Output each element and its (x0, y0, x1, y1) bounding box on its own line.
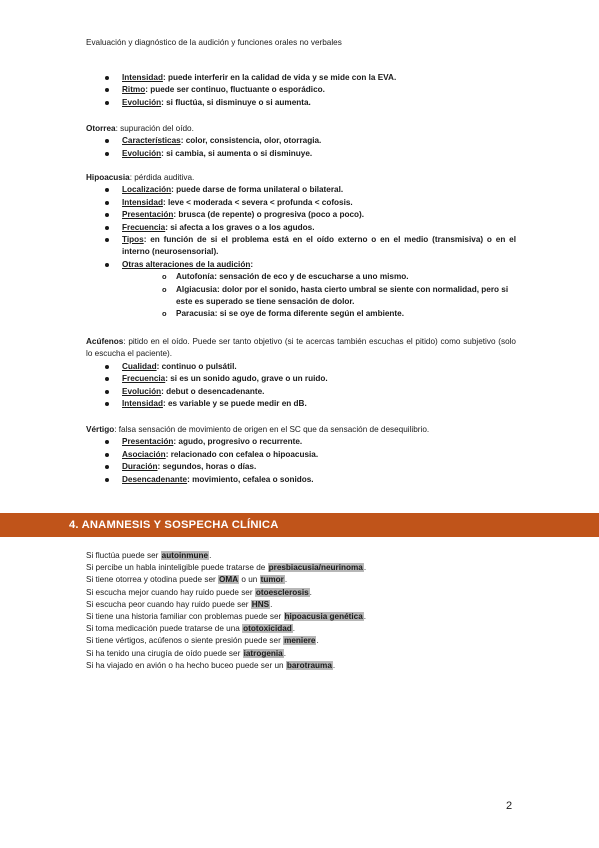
list-item (86, 97, 516, 109)
acufenos-heading (86, 336, 516, 361)
highlighted-term: OMA (219, 575, 239, 585)
list-item-term: Desencadenante (122, 474, 188, 484)
otorrea-heading (86, 123, 516, 135)
list-item-term: Evolución (122, 386, 162, 396)
list-item-text: : movimiento, cefalea o sonidos. (187, 474, 314, 484)
list-item-term: Localización (122, 185, 172, 195)
hipoacusia-section (86, 172, 516, 321)
list-item (86, 398, 516, 410)
list-item (86, 234, 516, 259)
list-item-text: : relacionado con cefalea o hipoacusia. (165, 449, 319, 459)
list-item-term: Cualidad (122, 361, 157, 371)
acufenos-section (86, 336, 516, 410)
hipoacusia-list (86, 184, 516, 320)
list-item (86, 197, 516, 209)
list-item-text: : agudo, progresivo o recurrente. (173, 437, 303, 447)
vertigo-list (86, 436, 516, 486)
list-item (86, 361, 516, 373)
list-item-text: : si afecta a los graves o a los agudos. (165, 222, 315, 232)
list-item (86, 461, 516, 473)
list-item-text: : continuo o pulsátil. (156, 361, 237, 371)
sub-list-item: o Algiacusia: dolor por el sonido, hasta cierto umbral se siente con normalidad, pero si este es superado se tiene sensación de dolor. (142, 284, 516, 309)
list-item-text: : es variable y se puede medir en dB. (162, 399, 307, 409)
vertigo-heading (86, 424, 516, 436)
list-item (86, 209, 516, 221)
list-item (86, 184, 516, 196)
text-line: Si tiene vértigos, acúfenos o siente presión puede ser meniere. (86, 636, 319, 646)
hipoacusia-sublist (142, 271, 516, 321)
text-line: Si tiene otorrea y otodina puede ser OMA o un tumor. (86, 575, 288, 585)
dolor-list (86, 72, 516, 109)
page-number: 2 (506, 800, 513, 812)
list-item (86, 148, 516, 160)
text-line: Si tiene una historia familiar con problemas puede ser hipoacusia genética. (86, 611, 367, 621)
hipoacusia-heading (86, 172, 516, 184)
list-item-term: Intensidad (122, 197, 163, 207)
list-item-term: Características (122, 136, 181, 146)
otorrea-text: : supuración del oído. (115, 124, 194, 133)
text-line: Si toma medicación puede tratarse de una ototoxicidad. (86, 624, 296, 634)
list-item-text: : puede interferir en la calidad de vida y se mide con la EVA. (162, 73, 397, 82)
list-item-term: Frecuencia (122, 374, 166, 384)
list-item-text: : puede darse de forma unilateral o bilateral. (171, 185, 344, 195)
text-line: Si escucha peor cuando hay ruido puede ser HNS. (86, 599, 273, 609)
highlighted-term: otoesclerosis (255, 587, 309, 597)
dolor-section (86, 72, 516, 109)
list-item-term: Presentación (122, 210, 174, 220)
list-item-term: Frecuencia (122, 222, 166, 232)
text-line: Si ha tenido una cirugía de oído puede ser iatrogenia. (86, 648, 287, 658)
acufenos-text: : pitido en el oído. Puede ser tanto objetivo (si te acercas también escuchas el pitido) como subjetivo (solo lo escucha el paciente). (86, 337, 516, 359)
list-item (86, 259, 516, 321)
list-item-term: Evolución (122, 148, 162, 158)
text-line: Si percibe un habla ininteligible puede tratarse de presbiacusia/neurinoma. (86, 563, 367, 573)
list-item (86, 386, 516, 398)
list-item-term: Tipos (122, 235, 144, 245)
list-item (86, 84, 516, 96)
vertigo-text: : falsa sensación de movimiento de origen en el SC que da sensación de desequilibrio. (114, 425, 430, 434)
list-item-term: Ritmo (122, 85, 146, 95)
sub-list-item: o Autofonía: sensación de eco y de escucharse a uno mismo. (142, 271, 516, 283)
otorrea-term: Otorrea (86, 124, 116, 133)
list-item-text: : si cambia, si aumenta o si disminuye. (161, 148, 313, 158)
list-item (86, 449, 516, 461)
list-item (86, 72, 516, 84)
list-item-term: Intensidad (122, 73, 163, 82)
otorrea-section (86, 123, 516, 160)
text-line: Si escucha mejor cuando hay ruido puede ser otoesclerosis. (86, 587, 312, 597)
running-header: Evaluación y diagnóstico de la audición y funciones orales no verbales (86, 38, 342, 47)
list-item-term: Evolución (122, 97, 162, 107)
list-item-text: : en función de si el problema está en el oído externo o en el medio (transmisiva) o en el interno (neurosensorial). (122, 235, 516, 257)
list-item-text: : (250, 259, 254, 269)
highlighted-term: barotrauma (286, 660, 332, 670)
list-item-text: : segundos, horas o días. (157, 462, 257, 472)
acufenos-term: Acúfenos (86, 337, 124, 346)
list-item-term: Asociación (122, 449, 166, 459)
section-heading-bar (0, 513, 599, 537)
hipoacusia-text: : pérdida auditiva. (129, 173, 195, 182)
text-line: Si ha viajado en avión o ha hecho buceo puede ser un barotrauma. (86, 660, 336, 670)
highlighted-term: iatrogenia (243, 648, 283, 658)
highlighted-term: meniere (284, 636, 316, 646)
list-item-text: : si es un sonido agudo, grave o un ruido. (165, 374, 328, 384)
sub-list-item: o Paracusia: si se oye de forma diferente según el ambiente. (142, 308, 516, 320)
list-item (86, 135, 516, 147)
list-item (86, 222, 516, 234)
vertigo-section (86, 424, 516, 486)
highlighted-term: ototoxicidad (243, 624, 292, 634)
text-line: Si fluctúa puede ser autoinmune. (86, 551, 212, 560)
highlighted-term: presbiacusia/neurinoma (268, 563, 363, 573)
list-item-term: Otras alteraciones de la audición (122, 259, 251, 269)
highlighted-term: autoinmune (161, 551, 209, 560)
list-item-term: Intensidad (122, 399, 163, 409)
hipoacusia-term: Hipoacusia (86, 173, 130, 182)
list-item-text: : si fluctúa, si disminuye o si aumenta. (161, 97, 311, 107)
list-item-text: : brusca (de repente) o progresiva (poco a poco). (173, 210, 365, 220)
list-item-text: : debut o desencadenante. (161, 386, 265, 396)
highlighted-term: tumor (260, 575, 284, 585)
section-title: 4. ANAMNESIS Y SOSPECHA CLÍNICA (69, 519, 279, 531)
list-item (86, 436, 516, 448)
list-item-text: : color, consistencia, olor, otorragia. (180, 136, 322, 146)
list-item-term: Presentación (122, 437, 174, 447)
otorrea-list (86, 135, 516, 160)
list-item-term: Duración (122, 462, 158, 472)
vertigo-term: Vértigo (86, 425, 115, 434)
list-item-text: : leve < moderada < severa < profunda < cofosis. (162, 197, 353, 207)
list-item (86, 373, 516, 385)
list-item-text: : puede ser continuo, fluctuante o esporádico. (145, 85, 325, 95)
highlighted-term: hipoacusia genética (284, 611, 363, 621)
highlighted-term: HNS (251, 599, 270, 609)
sospecha-list (86, 550, 516, 672)
acufenos-list (86, 361, 516, 411)
list-item (86, 474, 516, 486)
